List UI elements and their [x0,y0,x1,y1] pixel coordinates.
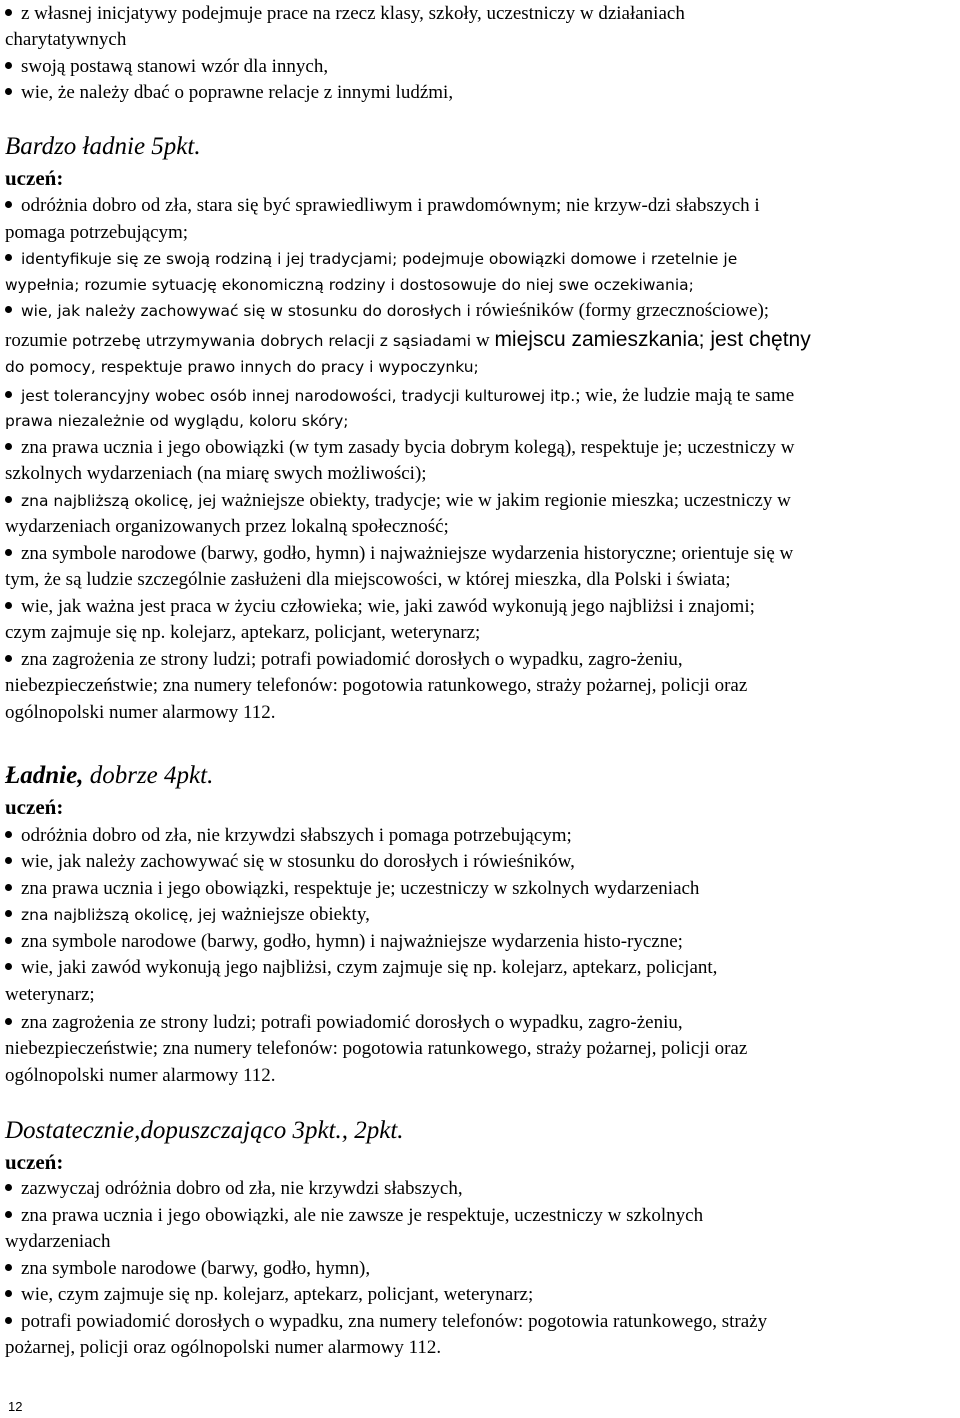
bullet-item [5,825,572,851]
bullet-icon [5,963,12,970]
text-segment: identyfikuje się ze swoją rodziną i jej tradycjami; podejmuje obowiązki domowe i rzetelnie je [21,250,738,268]
bullet-icon [5,1264,12,1271]
text-line [5,984,95,1010]
grade-heading [5,762,213,792]
text-line [5,1065,276,1091]
bullet-icon [5,62,12,69]
text-segment: wydarzeniach organizowanych przez lokalną społeczność; [5,516,449,537]
text-segment: ogólnopolski numer alarmowy 112. [5,1065,276,1086]
bullet-icon [5,655,12,662]
bullet-icon [5,391,12,398]
bullet-icon [5,549,12,556]
bullet-icon [5,1211,12,1218]
bullet-icon [5,602,12,609]
text-line [5,1038,747,1064]
bullet-icon [5,857,12,864]
bullet-item [5,1284,533,1310]
text-segment: niebezpieczeństwie; zna numery telefonów: pogotowia ratunkowego, straży pożarnej, policji oraz [5,1038,748,1059]
text-segment: wie, czym zajmuje się np. kolejarz, aptekarz, policjant, weterynarz; [21,1284,534,1305]
bullet-item [5,1012,683,1038]
student-label [5,166,63,192]
text-segment: ważniejsze obiekty, [221,904,370,925]
text-segment: zna symbole narodowe (barwy, godło, hymn) i najważniejsze wydarzenia histo-ryczne; [21,931,683,952]
text-segment: odróżnia dobro od zła, nie krzywdzi słabszych i pomaga potrzebującym; [21,825,572,846]
bullet-item [5,543,793,569]
text-segment: odróżnia dobro od zła, stara się być sprawiedliwym i prawdomównym; nie krzyw-dzi słabszych i [21,195,760,216]
text-segment: niebezpieczeństwie; zna numery telefonów: pogotowia ratunkowego, straży pożarnej, policji oraz [5,675,748,696]
bullet-item [5,1258,370,1284]
text-line [5,1231,111,1257]
text-segment: uczeń: [5,795,64,819]
text-line [5,675,747,701]
text-segment: uczeń: [5,1150,64,1174]
text-segment: zna symbole narodowe (barwy, godło, hymn), [21,1258,371,1279]
bullet-icon [5,937,12,944]
bullet-item [5,957,717,983]
text-segment: tym, że są ludzie szczególnie zasłużeni dla miejscowości, w której mieszka, dla Polski i świata; [5,569,731,590]
bullet-item [5,904,370,930]
text-segment: Dostatecznie,dopuszczająco 3pkt., 2pkt. [5,1117,404,1144]
text-line [5,329,811,355]
bullet-item [5,931,683,957]
bullet-item [5,851,575,877]
bullet-icon [5,1018,12,1025]
text-segment: zna prawa ucznia i jego obowiązki (w tym zasady bycia dobrym kolegą), respektuje je; uczestniczy w [21,437,795,458]
bullet-item [5,878,699,904]
bullet-item [5,248,737,274]
text-line [5,569,730,595]
text-line [5,622,480,648]
text-segment: miejscu zamieszkania; jest chętny [494,328,811,351]
bullet-icon [5,1290,12,1297]
text-line [5,356,479,382]
text-line [5,702,276,728]
text-line [5,222,188,248]
text-segment: jest tolerancyjny wobec osób innej narodowości, tradycji kulturowej itp. [21,387,576,405]
text-segment: prawa niezależnie od wyglądu, koloru skóry; [5,412,349,430]
text-segment: zna najbliższą okolicę, jej [21,492,222,510]
bullet-icon [5,201,12,208]
bullet-icon [5,88,12,95]
text-segment: zna zagrożenia ze strony ludzi; potrafi powiadomić dorosłych o wypadku, zagro-żeniu, [21,1012,683,1033]
text-segment: zna zagrożenia ze strony ludzi; potrafi powiadomić dorosłych o wypadku, zagro-żeniu, [21,649,683,670]
bullet-item [5,3,685,29]
text-segment: z własnej inicjatywy podejmuje prace na rzecz klasy, szkoły, uczestniczy w działaniach [21,3,685,24]
bullet-item [5,385,794,411]
bullet-item [5,649,683,675]
text-segment: wypełnia; rozumie sytuację ekonomiczną rodziny i dostosowuje do niej swe oczekiwania; [5,276,694,294]
text-segment: weterynarz; [5,984,95,1005]
bullet-item [5,1311,767,1337]
text-segment: ogólnopolski numer alarmowy 112. [5,702,276,723]
text-segment: szkolnych wydarzeniach (na miarę swych możliwości); [5,463,427,484]
text-line [5,1337,441,1363]
bullet-icon [5,910,12,917]
text-segment: zna prawa ucznia i jego obowiązki, respektuje je; uczestniczy w szkolnych wydarzeniach [21,878,700,899]
text-line [5,410,349,436]
bullet-icon [5,9,12,16]
bullet-item [5,195,760,221]
text-line [5,274,694,300]
text-segment: do pomocy, respektuje prawo innych do pracy i wypoczynku; [5,358,479,376]
text-line [5,29,126,55]
text-segment: wie, jak ważna jest praca w życiu człowieka; wie, jaki zawód wykonują jego najbliżsi i znajomi; [21,596,755,617]
text-segment: potrzebę utrzymywania dobrych relacji z sąsiadami [72,332,476,350]
text-segment: dobrze 4pkt. [83,762,214,789]
text-segment: pożarnej, policji oraz ogólnopolski numer alarmowy 112. [5,1337,442,1358]
text-segment: charytatywnych [5,29,127,50]
bullet-item [5,82,453,108]
text-segment: wydarzeniach [5,1231,111,1252]
bullet-icon [5,1184,12,1191]
text-segment: potrafi powiadomić dorosłych o wypadku, zna numery telefonów: pogotowia ratunkowego, straży [21,1311,768,1332]
text-segment: Ładnie, [5,762,84,789]
bullet-icon [5,254,12,261]
bullet-item [5,56,328,82]
bullet-icon [5,496,12,503]
bullet-item [5,1178,463,1204]
text-segment: zna prawa ucznia i jego obowiązki, ale nie zawsze je respektuje, uczestniczy w szkolnych [21,1205,704,1226]
page-number: 12 [8,1399,23,1414]
text-segment: czym zajmuje się np. kolejarz, aptekarz, policjant, weterynarz; [5,622,481,643]
text-segment: wie, jaki zawód wykonują jego najbliżsi, czym zajmuje się np. kolejarz, aptekarz, policjant, [21,957,718,978]
text-segment: rozumie [5,330,73,351]
text-segment: zna symbole narodowe (barwy, godło, hymn) i najważniejsze wydarzenia historyczne; orientuje się w [21,543,794,564]
bullet-icon [5,306,12,313]
text-segment: pomaga potrzebującym; [5,222,189,243]
student-label [5,1150,63,1176]
text-segment: wie, jak należy zachowywać się w stosunku do dorosłych i rówieśników, [21,851,575,872]
bullet-icon [5,443,12,450]
grade-heading [5,1117,404,1147]
bullet-item [5,437,794,463]
text-segment: swoją postawą stanowi wzór dla innych, [21,56,329,77]
text-segment: ważniejsze obiekty, tradycje; wie w jakim regionie mieszka; uczestniczy w [221,490,791,511]
text-segment: rówieśników (formy grzecznościowe); [475,300,770,321]
text-segment: zna najbliższą okolicę, jej [21,906,222,924]
bullet-item [5,490,791,516]
text-segment: ; wie, że ludzie mają te same [575,385,795,406]
text-line [5,516,449,542]
bullet-item [5,1205,703,1231]
bullet-icon [5,1317,12,1324]
text-segment: uczeń: [5,166,64,190]
text-segment: w [475,330,495,351]
text-segment: Bardzo ładnie 5pkt. [5,133,201,160]
text-segment: wie, jak należy zachowywać się w stosunku do dorosłych i [21,302,476,320]
bullet-item [5,596,755,622]
text-segment: zazwyczaj odróżnia dobro od zła, nie krzywdzi słabszych, [21,1178,463,1199]
student-label [5,795,63,821]
text-segment: wie, że należy dbać o poprawne relacje z innymi ludźmi, [21,82,454,103]
bullet-icon [5,884,12,891]
bullet-icon [5,831,12,838]
grade-heading [5,133,201,163]
bullet-item [5,300,769,326]
text-line [5,463,427,489]
